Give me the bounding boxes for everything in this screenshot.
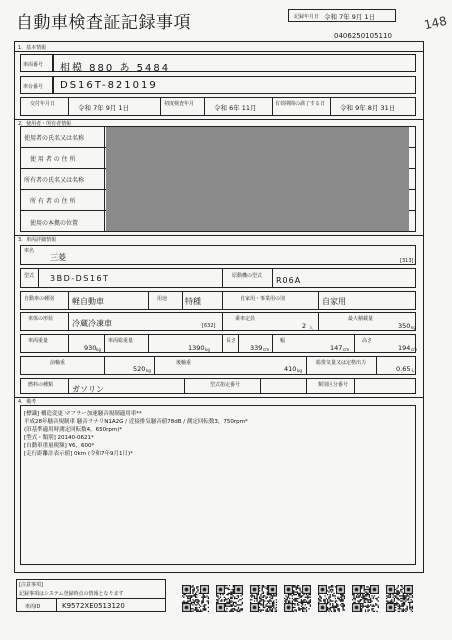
redaction-block [106, 127, 409, 231]
fuel-label: 燃料の種類 [28, 382, 54, 388]
qr-code-icon [182, 585, 209, 612]
type-designation-label: 型式指定番号 [210, 382, 241, 388]
fuel-value: ガソリン [72, 385, 104, 394]
type-label: 自動車の種別 [24, 296, 55, 302]
capacity-label: 乗車定員 [235, 316, 256, 322]
capacity-unit: 人 [309, 325, 313, 330]
plate-label: 車両番号 [23, 62, 44, 68]
chassis-label-cell [20, 76, 53, 94]
first-reg-label: 交付年月日 [30, 101, 56, 107]
max-load-unit: kg [411, 325, 416, 330]
remark-line-4: [自動車重量税額] ¥6，600* [24, 443, 95, 449]
qr-code-icon [352, 585, 379, 612]
private-label: 自家用・事業用の別 [240, 296, 286, 302]
handwritten-note: 148 [422, 13, 449, 33]
chassis-value: DS16T-821019 [60, 80, 158, 91]
model-label: 型式 [24, 273, 35, 279]
notice-heading: [注意事項] [19, 582, 43, 588]
max-load-label: 最大積載量 [348, 316, 374, 322]
width-unit: cm [343, 347, 350, 352]
section4-heading: 4．備考 [18, 399, 37, 405]
owner-row-label-1: 使 用 者 の 住 所 [30, 156, 76, 163]
owner-row-label-0: 使用者の氏名又は名称 [24, 135, 85, 142]
maker-label: 車名 [24, 248, 35, 254]
length-label: 長さ [226, 338, 237, 344]
plate-value-cell [53, 54, 416, 72]
model-value: 3BD-DS16T [50, 274, 110, 283]
owner-row-label-3: 所 有 者 の 住 所 [30, 198, 76, 205]
gross-label: 車両総重量 [108, 338, 134, 344]
weight-label: 車両重量 [28, 338, 49, 344]
capacity-value: 2 [302, 322, 307, 330]
section2-heading: 2．使用者・所有者情報 [18, 121, 72, 127]
qr-code-icon [318, 585, 345, 612]
body-code: [632] [202, 323, 216, 329]
remark-line-0: [標識] 構造変更 マフラー加速騒音規制適用車** [24, 411, 142, 417]
qr-code-icon [386, 585, 413, 612]
height-value: 194 [398, 344, 411, 352]
issue-date-box [288, 9, 396, 22]
gross-unit: kg [205, 347, 210, 352]
use-value: 特種 [185, 297, 201, 306]
front-axle-value: 520 [133, 365, 146, 373]
use-label: 用途 [157, 296, 168, 302]
engine-value: R06A [276, 276, 302, 285]
remark-line-1: 平成28年騒音規制車 騒音ラナリN1A2G / 近接排気騒音値78dB / 測定回転数3，750rpm* [24, 419, 248, 425]
displacement-unit: L [412, 368, 415, 373]
issue-date-label: 記録年月日 [294, 14, 320, 20]
chassis-label: 車台番号 [23, 84, 44, 90]
document-title: 自動車検査証記録事項 [16, 13, 191, 33]
initial-reg-label: 初度検査年月 [164, 101, 195, 107]
max-load-value: 350 [398, 322, 411, 330]
issue-date-value: 令和 7年 9月 1日 [324, 13, 376, 21]
length-unit: cm [263, 347, 270, 352]
owner-row-label-4: 使用の本拠の位置 [30, 220, 79, 227]
maker-value: 三菱 [50, 253, 66, 262]
first-reg-value: 令和 7年 9月 1日 [78, 104, 130, 112]
document-number: 0406250105110 [334, 32, 392, 40]
remark-line-5: [走行距離計表示値] 0km (令和7年9月1日)* [24, 451, 133, 457]
width-label: 幅 [280, 338, 286, 344]
expiry-value: 令和 9年 8月 31日 [340, 104, 396, 112]
plate-label-cell [20, 54, 53, 72]
category-label: 類別区分番号 [318, 382, 349, 388]
displacement-value: 0.65 [396, 365, 411, 373]
front-axle-unit: kg [146, 368, 151, 373]
rear-axle-label: 後軸重 [176, 360, 192, 366]
length-value: 339 [250, 344, 263, 352]
plate-value: 相模 880 あ 5484 [60, 63, 171, 74]
chassis-value-cell [53, 76, 416, 94]
expiry-label: 有効期間の満了する日 [275, 101, 326, 107]
body-value: 冷蔵冷凍車 [72, 319, 112, 328]
owner-row-label-2: 所有者の氏名又は名称 [24, 177, 85, 184]
qr-code-icon [216, 585, 243, 612]
vehicle-id-value: K9572XE0513120 [62, 602, 125, 610]
vehicle-id-label: 車両ID [25, 604, 41, 610]
initial-reg-value: 令和 6年 11月 [214, 104, 257, 112]
engine-label: 原動機の型式 [232, 273, 263, 279]
remark-line-2: (旧基準適用時測定回転数4，650rpm)* [24, 427, 123, 433]
notice-text: 記録事項はシステム登録時点の情報となります [19, 591, 124, 597]
weight-value: 930 [84, 344, 97, 352]
rear-axle-value: 410 [284, 365, 297, 373]
type-value: 軽自動車 [72, 297, 104, 306]
section1-heading: 1．基本情報 [18, 45, 47, 51]
width-value: 147 [330, 344, 343, 352]
weight-unit: kg [96, 347, 101, 352]
private-value: 自家用 [322, 297, 346, 306]
front-axle-label: 前軸重 [50, 360, 66, 366]
height-unit: cm [411, 347, 418, 352]
displacement-label: 総排気量又は定格出力 [316, 360, 367, 366]
remark-line-3: [型式・類別] 20140-0621* [24, 435, 94, 441]
body-label: 車体の形状 [28, 316, 54, 322]
qr-code-icon [250, 585, 277, 612]
qr-code-icon [284, 585, 311, 612]
maker-code: [313] [400, 258, 414, 264]
height-label: 高さ [362, 338, 373, 344]
section3-heading: 3．車両詳細情報 [18, 237, 57, 243]
gross-value: 1390 [188, 344, 205, 352]
rear-axle-unit: kg [297, 368, 302, 373]
